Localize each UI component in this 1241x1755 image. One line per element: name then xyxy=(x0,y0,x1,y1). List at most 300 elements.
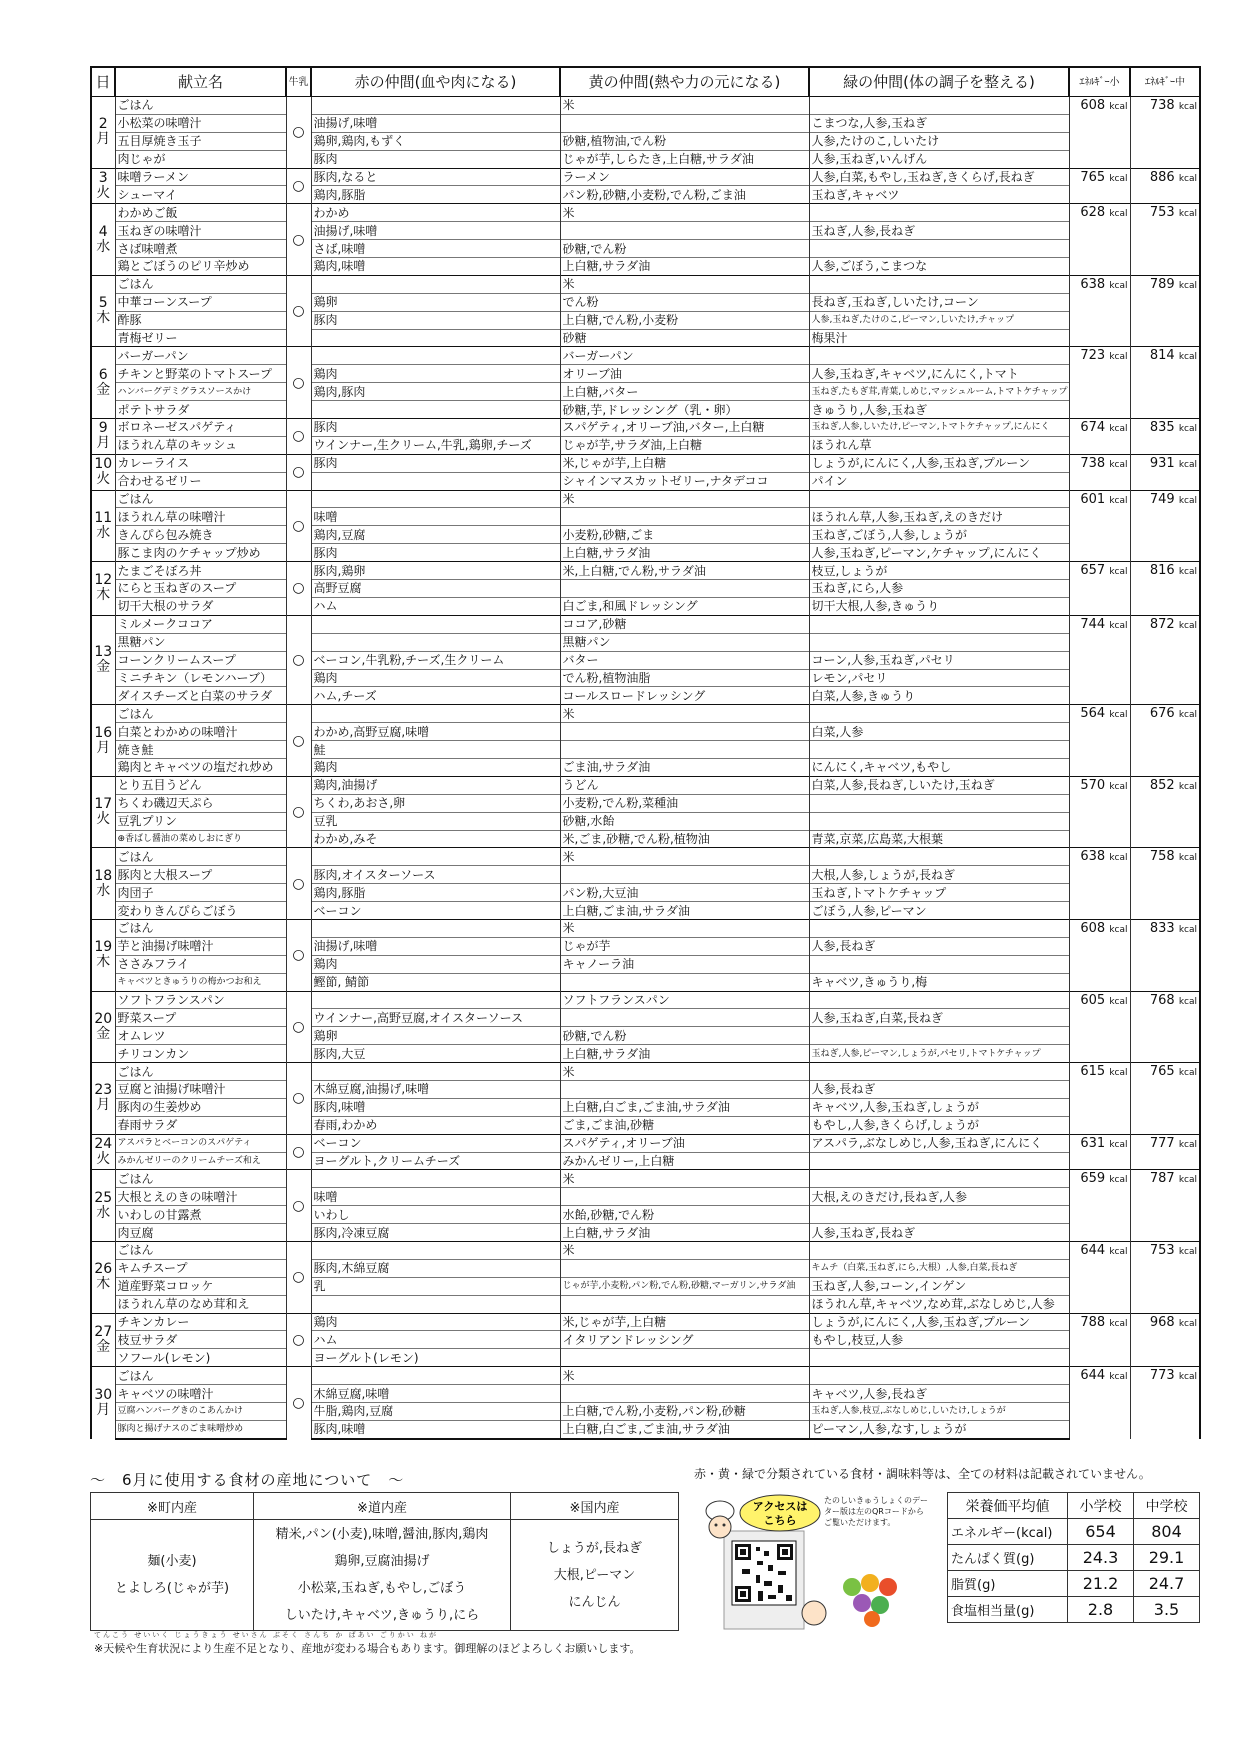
energy-middle xyxy=(1130,490,1200,562)
green-group-cell: しょうが,にんにく,人参,玉ねぎ,プルーン xyxy=(809,454,1069,472)
day-cell xyxy=(91,919,115,991)
weekday: 木 xyxy=(96,310,111,327)
yellow-group-cell: ココア,砂糖 xyxy=(560,615,809,633)
yellow-group-cell: うどん xyxy=(560,776,809,794)
menu-item: キャベツときゅうりの梅かつお和え xyxy=(115,973,286,991)
energy-middle xyxy=(1130,204,1200,276)
menu-item: ダイスチーズと白菜のサラダ xyxy=(115,687,286,705)
table-row xyxy=(91,114,1200,132)
energy-value: 738 xyxy=(1080,455,1106,471)
menu-item: とり五目うどん xyxy=(115,776,286,794)
red-group-cell: 鶏肉 xyxy=(311,758,560,776)
red-group-cell: 鶏肉,油揚げ xyxy=(311,776,560,794)
energy-value: 753 xyxy=(1149,1243,1175,1258)
table-row xyxy=(91,1403,1200,1421)
yellow-group-header: 黄の仲間(熱や力の元になる) xyxy=(560,67,809,97)
red-group-cell xyxy=(311,848,560,866)
energy-small xyxy=(1069,490,1130,562)
menu-item: さば味噌煮 xyxy=(115,240,286,258)
energy-value: 789 xyxy=(1149,276,1175,292)
energy-value: 765 xyxy=(1080,169,1106,185)
yellow-group-cell xyxy=(560,114,809,132)
red-group-cell: ハム xyxy=(311,1331,560,1349)
green-group-cell xyxy=(809,794,1069,812)
red-group-cell: 豚肉,オイスターソース xyxy=(311,866,560,884)
energy-unit: kcal xyxy=(1178,209,1197,220)
nutrient-label: エネルギー(kcal) xyxy=(948,1519,1068,1545)
origin-title: ～ 6月に使用する食材の産地について ～ xyxy=(90,1471,405,1489)
yellow-group-cell: 米 xyxy=(560,275,809,293)
nutrient-small: 24.3 xyxy=(1068,1545,1134,1571)
nutrient-label: 脂質(g) xyxy=(948,1571,1068,1597)
energy-unit: kcal xyxy=(1178,1247,1197,1257)
menu-item: 肉じゃが xyxy=(115,150,286,168)
red-group-cell: 鶏肉,豆腐 xyxy=(311,526,560,544)
red-group-cell xyxy=(311,991,560,1009)
green-group-cell: レモン,パセリ xyxy=(809,669,1069,687)
energy-middle xyxy=(1130,1134,1200,1170)
day-cell xyxy=(91,1170,115,1242)
table-row xyxy=(91,651,1200,669)
table-row xyxy=(91,830,1200,848)
red-group-cell: ベーコン xyxy=(311,902,560,920)
energy-value: 644 xyxy=(1080,1368,1106,1384)
table-row xyxy=(91,973,1200,991)
table-row xyxy=(91,1045,1200,1063)
table-row xyxy=(91,1295,1200,1313)
nutrient-small: 654 xyxy=(1068,1519,1134,1545)
energy-value: 753 xyxy=(1149,205,1175,221)
day-cell xyxy=(91,615,115,704)
table-row xyxy=(91,508,1200,526)
menu-item: 変わりきんぴらごぼう xyxy=(115,902,286,920)
day-number: 5 xyxy=(98,295,108,312)
menu-body xyxy=(91,97,1200,1439)
yellow-group-cell: 上白糖,でん粉,小麦粉 xyxy=(560,311,809,329)
energy-middle xyxy=(1130,1242,1200,1314)
menu-item: 味噌ラーメン xyxy=(115,168,286,186)
table-row xyxy=(91,275,1200,293)
green-group-cell: 白菜,人参 xyxy=(809,723,1069,741)
yellow-group-cell xyxy=(560,1295,809,1313)
energy-unit: kcal xyxy=(1109,1372,1128,1383)
menu-item: ポテトサラダ xyxy=(115,401,286,419)
day-cell xyxy=(91,275,115,347)
day-cell xyxy=(91,454,115,490)
menu-item: ほうれん草のなめ茸和え xyxy=(115,1295,286,1313)
table-row xyxy=(91,955,1200,973)
energy-value: 968 xyxy=(1149,1314,1175,1330)
energy-unit: kcal xyxy=(1178,495,1197,506)
pref-item: しいたけ,キャベツ,きゅうり,にら xyxy=(284,1608,480,1623)
energy-middle xyxy=(1130,848,1200,920)
milk-mark: ○ xyxy=(286,1063,311,1135)
energy-unit: kcal xyxy=(1178,781,1197,792)
red-group-cell: ハム,チーズ xyxy=(311,687,560,705)
qr-caption: たのしいきゅうしょくのデーター版は左のQRコードからご覧いただけます。 xyxy=(824,1496,928,1527)
red-group-cell: ちくわ,あおさ,卵 xyxy=(311,794,560,812)
green-group-cell: 玉ねぎ,トマトケチャップ xyxy=(809,884,1069,902)
energy-value: 758 xyxy=(1149,849,1175,865)
green-group-cell: 玉ねぎ,人参,ピーマン,しょうが,パセリ,トマトケチャップ xyxy=(809,1045,1069,1063)
menu-item: 青梅ゼリー xyxy=(115,329,286,347)
green-group-cell: コーン,人参,玉ねぎ,パセリ xyxy=(809,651,1069,669)
energy-value: 765 xyxy=(1149,1064,1175,1080)
milk-mark: ○ xyxy=(286,97,311,169)
footer-note: ※天候や生育状況により生産不足となり、産地が変わる場合もあります。御理解のほどよろしくお願いします。 xyxy=(94,1642,641,1655)
table-row xyxy=(91,490,1200,508)
energy-value: 628 xyxy=(1080,205,1106,221)
nutrition-middle-header: 中学校 xyxy=(1134,1493,1200,1519)
energy-unit: kcal xyxy=(1109,853,1128,864)
red-group-cell: 豚肉,大豆 xyxy=(311,1045,560,1063)
yellow-group-cell: オリーブ油 xyxy=(560,365,809,383)
menu-item: 豆乳プリン xyxy=(115,812,286,830)
green-group-cell xyxy=(809,1170,1069,1188)
energy-unit: kcal xyxy=(1109,567,1128,578)
menu-item: オムレツ xyxy=(115,1027,286,1045)
day-number: 10 xyxy=(94,456,113,473)
table-row xyxy=(91,1242,1200,1260)
energy-small xyxy=(1069,1313,1130,1367)
weekday: 月 xyxy=(96,739,111,756)
yellow-group-cell xyxy=(560,508,809,526)
milk-mark: ○ xyxy=(286,454,311,490)
yellow-group-cell: じゃが芋,しらたき,上白糖,サラダ油 xyxy=(560,150,809,168)
red-group-cell: わかめ xyxy=(311,204,560,222)
red-group-cell: 鶏肉 xyxy=(311,365,560,383)
day-number: 19 xyxy=(94,939,113,956)
green-group-cell xyxy=(809,275,1069,293)
yellow-group-cell xyxy=(560,1009,809,1027)
energy-unit: kcal xyxy=(1178,710,1197,721)
green-group-cell xyxy=(809,1367,1069,1385)
menu-item: 芋と油揚げ味噌汁 xyxy=(115,937,286,955)
yellow-group-cell: コールスロードレッシング xyxy=(560,687,809,705)
weekday: 金 xyxy=(96,1338,111,1355)
weekday: 火 xyxy=(96,184,111,201)
energy-small xyxy=(1069,97,1130,169)
qr-code-icon[interactable] xyxy=(732,1541,796,1605)
red-group-cell: 豚肉,鶏卵 xyxy=(311,562,560,580)
yellow-group-cell: ソフトフランスパン xyxy=(560,991,809,1009)
menu-item: ささみフライ xyxy=(115,955,286,973)
red-group-cell: 味噌 xyxy=(311,1188,560,1206)
yellow-group-cell: スパゲティ,オリーブ油,バター,上白糖 xyxy=(560,419,809,437)
day-number: 26 xyxy=(94,1261,113,1278)
table-row xyxy=(91,329,1200,347)
pref-item: 小松菜,玉ねぎ,もやし,ごぼう xyxy=(297,1581,467,1596)
energy-unit: kcal xyxy=(1178,1175,1197,1186)
energy-middle xyxy=(1130,615,1200,704)
menu-item: 合わせるゼリー xyxy=(115,472,286,490)
red-group-cell: 鰹節, 鯖節 xyxy=(311,973,560,991)
yellow-group-cell: イタリアンドレッシング xyxy=(560,1331,809,1349)
yellow-group-cell xyxy=(560,1080,809,1098)
table-row xyxy=(91,97,1200,115)
yellow-group-cell: 砂糖,植物油,でん粉 xyxy=(560,132,809,150)
table-row xyxy=(91,794,1200,812)
menu-item: 小松菜の味噌汁 xyxy=(115,114,286,132)
energy-unit: kcal xyxy=(1178,996,1197,1007)
red-group-cell: 豚肉 xyxy=(311,544,560,562)
energy-unit: kcal xyxy=(1178,1318,1197,1329)
nutrition-body xyxy=(948,1519,1200,1623)
energy-small xyxy=(1069,1134,1130,1170)
green-group-cell: ごぼう,人参,ピーマン xyxy=(809,902,1069,920)
red-group-cell: 鶏肉,豚脂 xyxy=(311,884,560,902)
milk-mark: ○ xyxy=(286,168,311,204)
weekday: 木 xyxy=(96,954,111,971)
energy-unit: kcal xyxy=(1109,495,1128,506)
energy-small xyxy=(1069,776,1130,848)
energy-unit: kcal xyxy=(1178,620,1197,631)
energy-unit: kcal xyxy=(1109,1139,1128,1150)
table-row xyxy=(91,454,1200,472)
menu-item: ごはん xyxy=(115,490,286,508)
red-group-cell xyxy=(311,1170,560,1188)
day-cell xyxy=(91,848,115,920)
milk-mark: ○ xyxy=(286,991,311,1063)
green-group-cell xyxy=(809,991,1069,1009)
table-row xyxy=(91,150,1200,168)
milk-header: 牛乳 xyxy=(286,67,311,97)
table-row xyxy=(91,937,1200,955)
energy-small xyxy=(1069,562,1130,616)
yellow-group-cell: ごま,ごま油,砂糖 xyxy=(560,1116,809,1134)
menu-item: いわしの甘露煮 xyxy=(115,1206,286,1224)
green-group-cell: もやし,人参,きくらげ,しょうが xyxy=(809,1116,1069,1134)
energy-middle xyxy=(1130,275,1200,347)
red-group-cell: 乳 xyxy=(311,1277,560,1295)
menu-item: 鶏とごぼうのピリ辛炒め xyxy=(115,258,286,276)
yellow-group-cell xyxy=(560,222,809,240)
red-group-cell: 鶏卵 xyxy=(311,1027,560,1045)
energy-unit: kcal xyxy=(1109,924,1128,935)
yellow-group-cell: 米 xyxy=(560,919,809,937)
table-row xyxy=(91,919,1200,937)
yellow-group-cell xyxy=(560,741,809,759)
menu-item: 黒糖パン xyxy=(115,633,286,651)
energy-unit: kcal xyxy=(1178,424,1197,435)
energy-value: 744 xyxy=(1080,616,1106,632)
milk-mark: ○ xyxy=(286,776,311,848)
green-group-cell: 人参,長ねぎ xyxy=(809,1080,1069,1098)
red-group-cell: いわし xyxy=(311,1206,560,1224)
menu-item: チキンと野菜のトマトスープ xyxy=(115,365,286,383)
yellow-group-cell: 上白糖,バター xyxy=(560,383,809,401)
table-row xyxy=(91,1385,1200,1403)
energy-middle xyxy=(1130,419,1200,455)
red-group-cell: 鶏卵,鶏肉,もずく xyxy=(311,132,560,150)
red-group-cell xyxy=(311,1063,560,1081)
energy-value: 657 xyxy=(1080,563,1106,579)
yellow-group-cell: 米 xyxy=(560,204,809,222)
energy-unit: kcal xyxy=(1109,173,1128,184)
energy-value: 787 xyxy=(1149,1171,1175,1187)
yellow-group-cell: 米,ごま,砂糖,でん粉,植物油 xyxy=(560,830,809,848)
energy-unit: kcal xyxy=(1178,1139,1197,1150)
yellow-group-cell: じゃが芋,サラダ油,上白糖 xyxy=(560,436,809,454)
energy-value: 615 xyxy=(1080,1064,1106,1080)
energy-value: 833 xyxy=(1149,920,1175,936)
green-group-cell: 人参,玉ねぎ,長ねぎ xyxy=(809,1224,1069,1242)
yellow-group-cell xyxy=(560,723,809,741)
red-group-cell xyxy=(311,1242,560,1260)
nutrition-header: 栄養価平均値 xyxy=(948,1493,1068,1519)
yellow-group-cell: 上白糖,サラダ油 xyxy=(560,544,809,562)
green-group-cell xyxy=(809,204,1069,222)
energy-value: 788 xyxy=(1080,1314,1106,1330)
energy-unit: kcal xyxy=(1178,1068,1197,1079)
table-row xyxy=(91,758,1200,776)
red-group-cell xyxy=(311,490,560,508)
green-group-cell: きゅうり,人参,玉ねぎ xyxy=(809,401,1069,419)
table-row xyxy=(91,615,1200,633)
energy-unit: kcal xyxy=(1109,781,1128,792)
energy-small xyxy=(1069,1170,1130,1242)
yellow-group-cell: 米,上白糖,でん粉,サラダ油 xyxy=(560,562,809,580)
table-row xyxy=(91,741,1200,759)
menu-item: シューマイ xyxy=(115,186,286,204)
green-group-cell xyxy=(809,1027,1069,1045)
day-cell xyxy=(91,168,115,204)
nutrition-row xyxy=(948,1519,1200,1545)
table-row xyxy=(91,1259,1200,1277)
yellow-group-cell: スパゲティ,オリーブ油 xyxy=(560,1134,809,1152)
energy-unit: kcal xyxy=(1109,996,1128,1007)
pref-cell xyxy=(254,1520,511,1631)
table-row xyxy=(91,1313,1200,1331)
menu-header: 献立名 xyxy=(115,67,286,97)
table-row xyxy=(91,723,1200,741)
table-row xyxy=(91,1009,1200,1027)
milk-mark: ○ xyxy=(286,490,311,562)
nutrient-middle: 804 xyxy=(1134,1519,1200,1545)
energy-unit: kcal xyxy=(1178,352,1197,363)
green-group-cell: こまつな,人参,玉ねぎ xyxy=(809,114,1069,132)
red-group-cell: 豚肉 xyxy=(311,150,560,168)
yellow-group-cell: パン粉,砂糖,小麦粉,でん粉,ごま油 xyxy=(560,186,809,204)
energy-value: 674 xyxy=(1080,420,1106,436)
red-group-cell: 鶏卵 xyxy=(311,293,560,311)
weekday: 木 xyxy=(96,587,111,604)
menu-item: ソフトフランスパン xyxy=(115,991,286,1009)
milk-mark: ○ xyxy=(286,1367,311,1439)
green-group-cell: 大根,人参,しょうが,長ねぎ xyxy=(809,866,1069,884)
green-group-cell xyxy=(809,615,1069,633)
menu-item: チキンカレー xyxy=(115,1313,286,1331)
table-row xyxy=(91,669,1200,687)
weekday: 水 xyxy=(96,882,111,899)
classification-note: 赤・黄・緑で分類されている食材・調味料等は、全ての材料は記載されていません。 xyxy=(694,1467,1151,1481)
yellow-group-cell: パン粉,大豆油 xyxy=(560,884,809,902)
table-row xyxy=(91,1027,1200,1045)
day-number: 2 xyxy=(98,116,108,133)
menu-item: 道産野菜コロッケ xyxy=(115,1277,286,1295)
day-cell xyxy=(91,562,115,616)
green-group-cell: ほうれん草,キャベツ,なめ茸,ぶなしめじ,人参 xyxy=(809,1295,1069,1313)
weekday: 水 xyxy=(96,524,111,541)
energy-unit: kcal xyxy=(1178,280,1197,291)
red-group-header: 赤の仲間(血や肉になる) xyxy=(311,67,560,97)
table-row xyxy=(91,132,1200,150)
energy-value: 608 xyxy=(1080,98,1106,113)
table-row xyxy=(91,186,1200,204)
red-group-cell: ウインナー,生クリーム,牛乳,鶏卵,チーズ xyxy=(311,436,560,454)
red-group-cell: 味噌 xyxy=(311,508,560,526)
day-cell xyxy=(91,1063,115,1135)
yellow-group-cell xyxy=(560,1188,809,1206)
green-group-cell: 人参,長ねぎ xyxy=(809,937,1069,955)
day-cell xyxy=(91,490,115,562)
green-group-cell: アスパラ,ぶなしめじ,人参,玉ねぎ,にんにく xyxy=(809,1134,1069,1152)
red-group-cell: 高野豆腐 xyxy=(311,580,560,598)
red-group-cell: 鶏肉,豚肉 xyxy=(311,383,560,401)
table-row xyxy=(91,687,1200,705)
day-cell xyxy=(91,776,115,848)
green-group-cell: キャベツ,人参,玉ねぎ,しょうが xyxy=(809,1098,1069,1116)
nation-header: ※国内産 xyxy=(511,1493,679,1520)
weekday: 金 xyxy=(96,1025,111,1042)
pref-item: 精米,パン(小麦),味噌,醤油,豚肉,鶏肉 xyxy=(275,1527,489,1542)
yellow-group-cell: 米 xyxy=(560,490,809,508)
energy-small xyxy=(1069,454,1130,490)
day-cell xyxy=(91,419,115,455)
energy-value: 872 xyxy=(1149,616,1175,632)
table-row xyxy=(91,902,1200,920)
table-row xyxy=(91,597,1200,615)
red-group-cell: ベーコン,牛乳粉,チーズ,生クリーム xyxy=(311,651,560,669)
menu-item: 白菜とわかめの味噌汁 xyxy=(115,723,286,741)
energy-value: 638 xyxy=(1080,276,1106,292)
yellow-group-cell: 上白糖,でん粉,小麦粉,パン粉,砂糖 xyxy=(560,1403,809,1421)
menu-item: ごはん xyxy=(115,1170,286,1188)
red-group-cell: 豚肉,味噌 xyxy=(311,1420,560,1438)
weekday: 月 xyxy=(96,435,111,452)
menu-item: ミルメークココア xyxy=(115,615,286,633)
day-number: 25 xyxy=(94,1189,113,1206)
table-row xyxy=(91,1331,1200,1349)
energy-unit: kcal xyxy=(1109,424,1128,435)
energy-value: 638 xyxy=(1080,849,1106,865)
red-group-cell xyxy=(311,615,560,633)
day-cell xyxy=(91,705,115,777)
day-number: 16 xyxy=(94,724,113,741)
red-group-cell: ヨーグルト,クリームチーズ xyxy=(311,1152,560,1170)
energy-small xyxy=(1069,204,1130,276)
red-group-cell xyxy=(311,1367,560,1385)
energy-small xyxy=(1069,1063,1130,1135)
table-row xyxy=(91,204,1200,222)
green-group-cell: 白菜,人参,長ねぎ,しいたけ,玉ねぎ xyxy=(809,776,1069,794)
yellow-group-cell: じゃが芋,小麦粉,パン粉,でん粉,砂糖,マーガリン,サラダ油 xyxy=(560,1277,809,1295)
energy-small xyxy=(1069,419,1130,455)
table-row xyxy=(91,419,1200,437)
table-row xyxy=(91,776,1200,794)
red-group-cell: 木綿豆腐,味噌 xyxy=(311,1385,560,1403)
yellow-group-cell xyxy=(560,973,809,991)
table-row xyxy=(91,866,1200,884)
menu-item: チリコンカン xyxy=(115,1045,286,1063)
menu-item: ごはん xyxy=(115,97,286,115)
green-group-cell xyxy=(809,1206,1069,1224)
weekday: 木 xyxy=(96,1276,111,1293)
energy-value: 570 xyxy=(1080,777,1106,793)
day-number: 20 xyxy=(94,1010,113,1027)
menu-item: カレーライス xyxy=(115,454,286,472)
menu-item: 鶏肉とキャベツの塩だれ炒め xyxy=(115,758,286,776)
